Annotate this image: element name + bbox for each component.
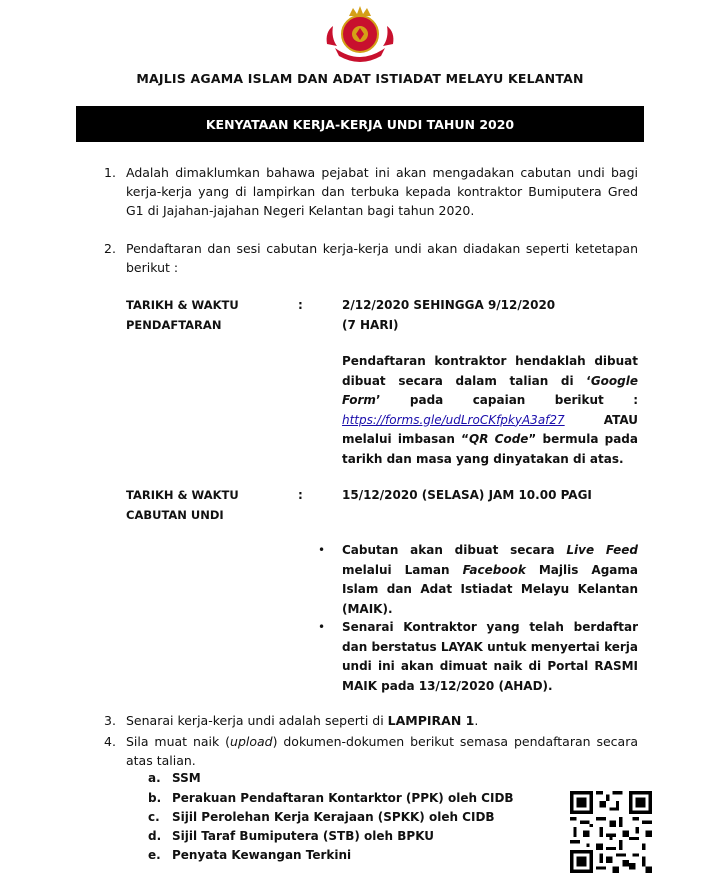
doc-item-a: a. SSM bbox=[148, 771, 201, 785]
item-4-number: 4. bbox=[104, 734, 116, 749]
item-2-text: Pendaftaran dan sesi cabutan kerja-kerja undi akan diadakan seperti ketetapan berikut : bbox=[126, 241, 638, 276]
item-1-number: 1. bbox=[104, 165, 116, 180]
qr-code-image[interactable] bbox=[570, 791, 652, 873]
google-form-text: Google Form bbox=[342, 373, 638, 407]
facebook-text: Facebook bbox=[462, 562, 526, 577]
registration-dates bbox=[342, 296, 638, 335]
doc-item-d: d. Sijil Taraf Bumiputera (STB) oleh BPKU bbox=[148, 829, 435, 843]
registration-form-link[interactable]: https://forms.gle/udLroCKfpkyA3af27 bbox=[342, 412, 565, 427]
registration-note: Pendaftaran kontraktor hendaklah dibuat dibuat secara dalam talian di ‘Google Form’ pada capaian berikut : https://forms.gle/udLroCKfpkyA3af27 ATAU melalui imbasan “QR Code” bermula pada tarikh dan masa yang dinyatakan di atas. bbox=[342, 354, 638, 466]
registration-label bbox=[126, 296, 239, 335]
draw-datetime: 15/12/2020 (SELASA) JAM 10.00 PAGI bbox=[342, 488, 592, 502]
doc-item-c: c. Sijil Perolehan Kerja Kerajaan (SPKK) oleh CIDB bbox=[148, 810, 495, 824]
registration-label-line2: PENDAFTARAN bbox=[126, 317, 222, 332]
notice-title-banner bbox=[76, 106, 644, 142]
live-feed-text: Live Feed bbox=[566, 543, 638, 557]
lampiran-reference: LAMPIRAN 1 bbox=[387, 713, 475, 728]
notice-title: KENYATAAN KERJA-KERJA UNDI TAHUN 2020 bbox=[205, 116, 515, 132]
item-4-text: Sila muat naik (upload) dokumen-dokumen berikut semasa pendaftaran secara atas talian. bbox=[126, 734, 638, 769]
draw-label bbox=[126, 486, 239, 525]
bullet-2-marker: • bbox=[318, 620, 326, 634]
draw-bullet-2: Senarai Kontraktor yang telah berdaftar dan berstatus LAYAK untuk menyertai kerja undi ini akan dimuat naik di Portal RASMI MAIK pada 13/12/2020 (AHAD). bbox=[342, 620, 638, 693]
qr-code-text: QR Code bbox=[469, 432, 529, 446]
item-3-text: Senarai kerja-kerja undi adalah seperti di LAMPIRAN 1. bbox=[126, 713, 479, 728]
registration-date-range: 2/12/2020 SEHINGGA 9/12/2020 bbox=[342, 298, 556, 312]
maik-crest-logo bbox=[323, 4, 397, 66]
bullet-1-marker: • bbox=[318, 543, 326, 557]
registration-colon: : bbox=[298, 298, 303, 312]
registration-label-line1: TARIKH & WAKTU bbox=[126, 298, 239, 312]
draw-label-line1: TARIKH & WAKTU bbox=[126, 488, 239, 502]
item-2-number: 2. bbox=[104, 241, 116, 256]
draw-bullet-1: Cabutan akan dibuat secara Live Feed melalui Laman Facebook Majlis Agama Islam dan Adat Istiadat Melayu Kelantan (MAIK). bbox=[342, 543, 638, 616]
doc-item-e: e. Penyata Kewangan Terkini bbox=[148, 848, 352, 862]
draw-colon: : bbox=[298, 488, 303, 502]
doc-item-b: b. Perakuan Pendaftaran Kontarktor (PPK) oleh CIDB bbox=[148, 791, 514, 805]
registration-duration: (7 HARI) bbox=[342, 317, 399, 332]
item-3-number: 3. bbox=[104, 713, 116, 728]
item-1-text: Adalah dimaklumkan bahawa pejabat ini akan mengadakan cabutan undi bagi kerja-kerja yang di lampirkan dan terbuka kepada kontraktor Bumiputera Gred G1 di Jajahan-jajahan Negeri Kelantan bagi tahun 2020. bbox=[126, 165, 638, 219]
draw-label-line2: CABUTAN UNDI bbox=[126, 507, 224, 522]
organization-name: MAJLIS AGAMA ISLAM DAN ADAT ISTIADAT MELAYU KELANTAN bbox=[136, 71, 584, 86]
